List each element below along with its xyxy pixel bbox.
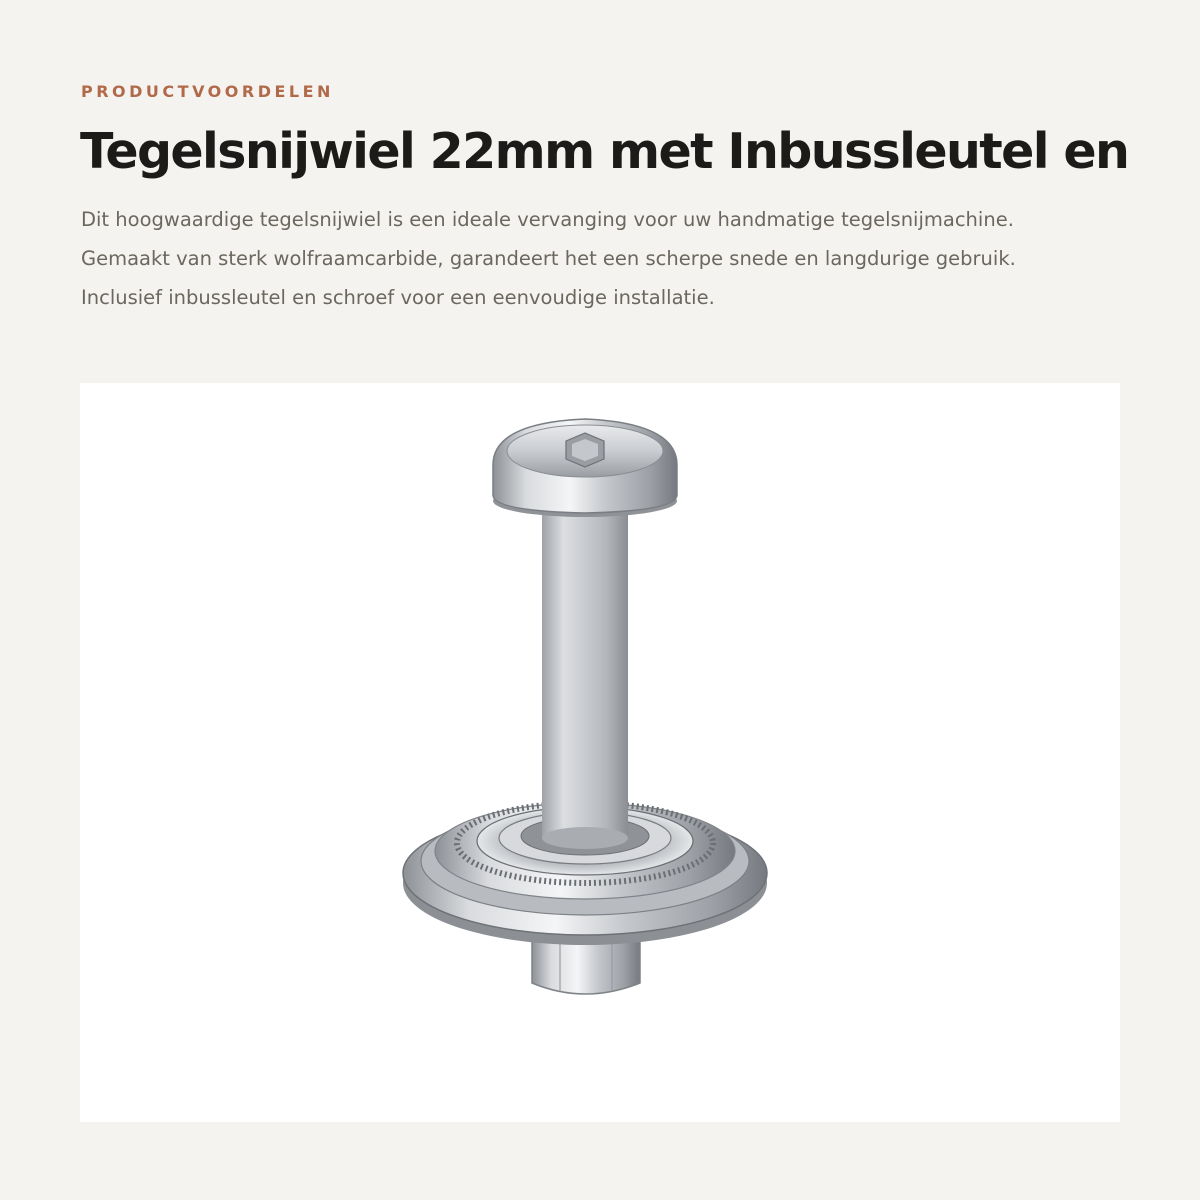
page-title: Tegelsnijwiel 22mm met Inbussleutel en	[80, 123, 1129, 180]
eyebrow-label: PRODUCTVOORDELEN	[81, 82, 334, 101]
product-description: Dit hoogwaardige tegelsnijwiel is een ideale vervanging voor uw handmatige tegelsnijmachine. Gemaakt van sterk wolfraamcarbide, garandeert het een scherpe snede en langdurige gebruik. Inclusief inbussleutel en schroef voor een eenvoudige installatie.	[81, 208, 1016, 309]
tile-cutting-wheel-icon	[80, 383, 1120, 1122]
product-image-panel	[80, 383, 1120, 1122]
